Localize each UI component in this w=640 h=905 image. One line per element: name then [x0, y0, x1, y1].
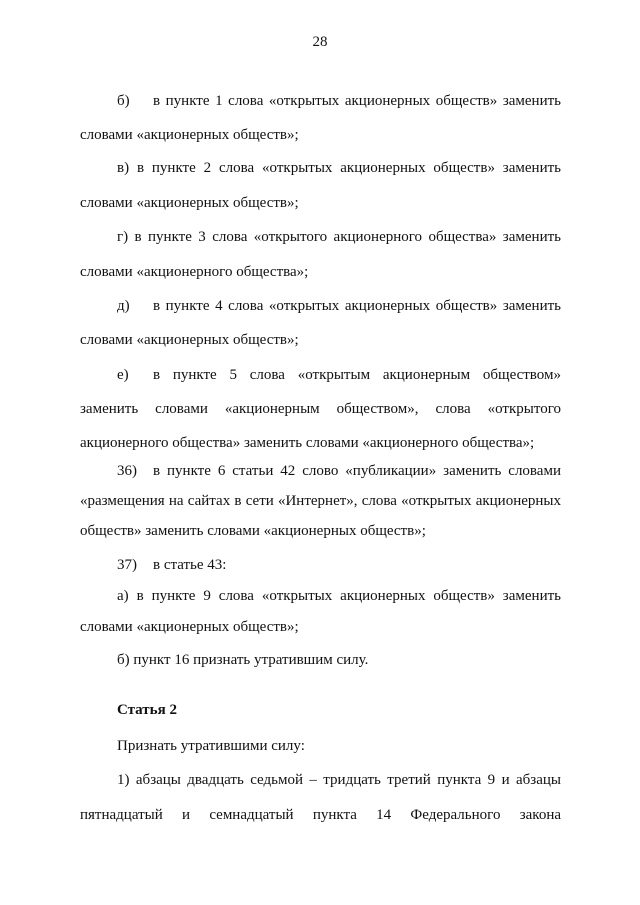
- item-v-line-1: в) в пункте 2 слова «открытых акционерных обществ» заменить: [117, 160, 561, 176]
- item-b-marker: б): [117, 93, 130, 109]
- item-d-line-2: словами «акционерных обществ»;: [80, 332, 299, 348]
- item-d-line-1: в пункте 4 слова «открытых акционерных обществ» заменить: [153, 298, 561, 314]
- item-d-marker: д): [117, 298, 130, 314]
- article-heading: Статья 2: [117, 702, 177, 718]
- item-1-line-1: 1) абзацы двадцать седьмой – тридцать третий пункта 9 и абзацы: [117, 772, 561, 788]
- item-e-line-1: в пункте 5 слова «открытым акционерным обществом»: [153, 367, 561, 383]
- item-36-line-3: обществ» заменить словами «акционерных обществ»;: [80, 523, 426, 539]
- item-g-line-1: г) в пункте 3 слова «открытого акционерного общества» заменить: [117, 229, 561, 245]
- item-37-marker: 37): [117, 557, 137, 573]
- item-a-line-2: словами «акционерных обществ»;: [80, 619, 299, 635]
- item-36-marker: 36): [117, 463, 137, 479]
- item-36-line-2: «размещения на сайтах в сети «Интернет», слова «открытых акционерных: [80, 493, 561, 509]
- recognize-line: Признать утратившими силу:: [117, 738, 305, 754]
- item-a-line-1: а) в пункте 9 слова «открытых акционерных обществ» заменить: [117, 588, 561, 604]
- item-1-line-2: пятнадцатый и семнадцатый пункта 14 Федерального закона: [80, 807, 561, 823]
- item-e-line-3: акционерного общества» заменить словами «акционерного общества»;: [80, 435, 535, 451]
- item-e-line-2: заменить словами «акционерным обществом», слова «открытого: [80, 401, 561, 417]
- item-e-marker: е): [117, 367, 129, 383]
- item-b2-line: б) пункт 16 признать утратившим силу.: [117, 652, 369, 668]
- item-v-line-2: словами «акционерных обществ»;: [80, 195, 299, 211]
- item-b-line-1: в пункте 1 слова «открытых акционерных обществ» заменить: [153, 93, 561, 109]
- page-number: 28: [312, 34, 328, 50]
- item-b-line-2: словами «акционерных обществ»;: [80, 127, 299, 143]
- item-37-line-1: в статье 43:: [153, 557, 227, 573]
- item-g-line-2: словами «акционерного общества»;: [80, 264, 309, 280]
- item-36-line-1: в пункте 6 статьи 42 слово «публикации» заменить словами: [153, 463, 561, 479]
